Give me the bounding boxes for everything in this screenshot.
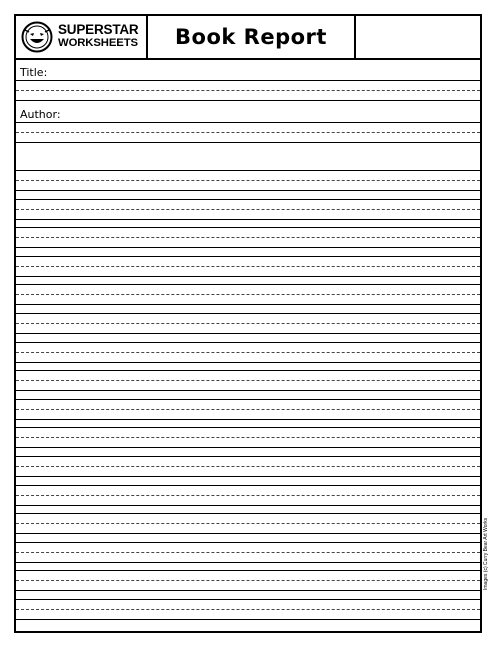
writing-line-mid <box>16 409 480 410</box>
writing-line-mid <box>16 580 480 581</box>
writing-line-mid <box>16 437 480 438</box>
writing-line-top <box>16 513 480 514</box>
writing-line-mid <box>16 609 480 610</box>
writing-line-bottom <box>16 562 480 563</box>
writing-line-mid <box>16 209 480 210</box>
writing-line-mid <box>16 380 480 381</box>
writing-line-top <box>16 284 480 285</box>
writing-line-mid <box>16 237 480 238</box>
writing-line-mid <box>16 294 480 295</box>
writing-line-bottom <box>16 619 480 620</box>
writing-line-top <box>16 170 480 171</box>
writing-line-top <box>16 427 480 428</box>
writing-line-mid <box>16 523 480 524</box>
copyright-text: Images (c) Curry Bear Art Works <box>483 517 489 590</box>
writing-line-top <box>16 399 480 400</box>
author-line-bottom <box>16 142 480 143</box>
logo-text-worksheets: WORKSHEETS <box>58 37 138 49</box>
writing-line-mid <box>16 495 480 496</box>
header-row <box>16 16 480 60</box>
author-line-mid <box>16 132 480 133</box>
writing-line-bottom <box>16 190 480 191</box>
author-label: Author: <box>20 108 61 121</box>
writing-line-bottom <box>16 505 480 506</box>
writing-line-top <box>16 227 480 228</box>
writing-line-mid <box>16 466 480 467</box>
writing-line-top <box>16 570 480 571</box>
writing-line-bottom <box>16 333 480 334</box>
writing-line-mid <box>16 352 480 353</box>
writing-line-top <box>16 370 480 371</box>
writing-line-bottom <box>16 533 480 534</box>
writing-line-top <box>16 342 480 343</box>
title-line-mid <box>16 90 480 91</box>
writing-line-bottom <box>16 590 480 591</box>
writing-line-bottom <box>16 219 480 220</box>
writing-line-bottom <box>16 362 480 363</box>
title-line-bottom <box>16 100 480 101</box>
writing-line-bottom <box>16 304 480 305</box>
writing-line-top <box>16 485 480 486</box>
writing-line-bottom <box>16 276 480 277</box>
writing-line-top <box>16 599 480 600</box>
writing-line-mid <box>16 266 480 267</box>
writing-line-top <box>16 542 480 543</box>
page-title: Book Report <box>175 25 327 49</box>
logo-text-superstar: SUPERSTAR <box>58 22 139 37</box>
superstar-logo-icon <box>21 21 53 53</box>
writing-line-top <box>16 313 480 314</box>
name-box[interactable] <box>356 16 480 58</box>
writing-line-mid <box>16 552 480 553</box>
writing-line-bottom <box>16 419 480 420</box>
writing-line-mid <box>16 180 480 181</box>
writing-line-top <box>16 199 480 200</box>
author-line-top <box>16 122 480 123</box>
title-label: Title: <box>20 66 48 79</box>
logo-cell <box>16 16 148 58</box>
writing-line-mid <box>16 323 480 324</box>
worksheet-page <box>14 14 482 633</box>
writing-line-top <box>16 256 480 257</box>
writing-line-top <box>16 456 480 457</box>
writing-line-bottom <box>16 247 480 248</box>
title-line-top <box>16 80 480 81</box>
title-cell <box>148 16 356 58</box>
writing-line-bottom <box>16 390 480 391</box>
writing-line-bottom <box>16 476 480 477</box>
writing-line-bottom <box>16 447 480 448</box>
